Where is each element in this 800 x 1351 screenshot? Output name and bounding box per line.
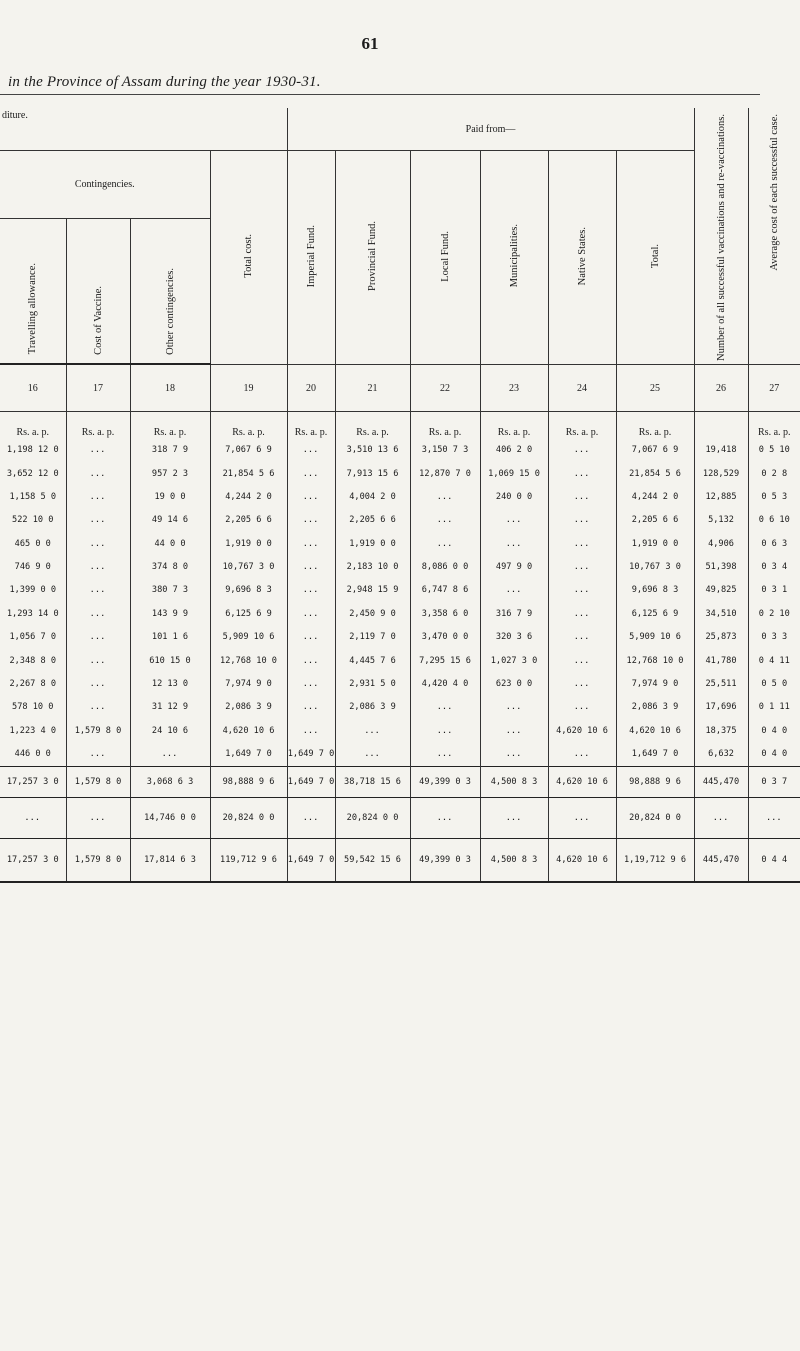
table-cell: 7,295 15 6 <box>410 649 480 672</box>
table-row <box>0 602 800 625</box>
table-cell: 316 7 9 <box>480 602 548 625</box>
table-cell: 1,919 0 0 <box>210 532 287 555</box>
table-row <box>0 579 800 602</box>
table-cell: 2,086 3 9 <box>616 696 694 719</box>
table-cell: 41,780 <box>694 649 748 672</box>
table-cell: ... <box>66 649 130 672</box>
table-cell: 0 2 8 <box>761 468 788 479</box>
table-cell: 4,500 8 3 <box>480 838 548 882</box>
table-cell: ... <box>548 797 616 838</box>
table-cell: 1,579 8 0 <box>66 766 130 797</box>
table-cell: 2,267 8 0 <box>0 672 66 695</box>
table-cell: 4,500 8 3 <box>480 766 548 797</box>
header-total-cost: Total cost. <box>210 151 287 365</box>
table-cell: 0 5 3 <box>761 491 788 502</box>
table-cell: ... <box>548 485 616 508</box>
table-cell: 1,027 3 0 <box>480 649 548 672</box>
table-cell: 9,696 8 3 <box>616 579 694 602</box>
table-cell: 2,183 10 0 <box>335 555 410 578</box>
table-cell: ... <box>66 579 130 602</box>
table-cell: ... <box>287 649 335 672</box>
table-cell: 320 3 6 <box>480 626 548 649</box>
table-cell: 0 4 4 <box>748 838 800 882</box>
table-cell: 578 10 0 <box>0 696 66 719</box>
table-row <box>0 462 800 485</box>
table-row <box>0 485 800 508</box>
table-cell: ... <box>287 532 335 555</box>
table-cell: 17,696 <box>694 696 748 719</box>
table-cell: 143 9 9 <box>130 602 210 625</box>
table-cell: 2,931 5 0 <box>335 672 410 695</box>
table-cell: ... <box>287 485 335 508</box>
table-cell: 1,649 7 0 <box>287 743 335 767</box>
table-cell: 522 10 0 <box>0 509 66 532</box>
table-cell: 1,919 0 0 <box>616 532 694 555</box>
table-cell: ... <box>480 797 548 838</box>
table-row <box>0 438 800 461</box>
header-paid-from: Paid from— <box>287 108 694 151</box>
table-cell: 24 <box>548 364 616 412</box>
table-cell: 2,086 3 9 <box>335 696 410 719</box>
table-cell: 12 13 0 <box>130 672 210 695</box>
header-travelling-allowance: Travelling allowance. <box>0 219 66 365</box>
table-cell: 20,824 0 0 <box>616 797 694 838</box>
table-cell: 0 4 11 <box>758 655 790 666</box>
table-cell: 2,348 8 0 <box>0 649 66 672</box>
table-cell: ... <box>548 532 616 555</box>
table-cell: 26 <box>694 364 748 412</box>
table-cell: 1,579 8 0 <box>66 719 130 742</box>
table-cell: ... <box>548 438 616 461</box>
table-cell: 21,854 5 6 <box>210 462 287 485</box>
table-cell: 4,620 10 6 <box>210 719 287 742</box>
table-cell: 24 10 6 <box>130 719 210 742</box>
table-cell: 0 3 4 <box>761 562 788 573</box>
table-cell: 6,747 8 6 <box>410 579 480 602</box>
table-cell: ... <box>287 672 335 695</box>
table-cell: 2,205 6 6 <box>210 509 287 532</box>
table-cell: ... <box>335 719 410 742</box>
table-cell: ... <box>287 555 335 578</box>
table-cell: ... <box>410 532 480 555</box>
table-cell: 380 7 3 <box>130 579 210 602</box>
table-cell: ... <box>548 743 616 767</box>
units-row <box>0 412 800 439</box>
table-cell: 2,086 3 9 <box>210 696 287 719</box>
table-cell: 10,767 3 0 <box>616 555 694 578</box>
table-cell: 7,974 9 0 <box>616 672 694 695</box>
table-cell: 1,399 0 0 <box>0 579 66 602</box>
table-cell: 6,125 6 9 <box>616 602 694 625</box>
table-cell: 17,257 3 0 <box>0 838 66 882</box>
table-cell: ... <box>480 743 548 767</box>
table-cell: 3,150 7 3 <box>410 438 480 461</box>
table-cell: 3,510 13 6 <box>335 438 410 461</box>
table-cell: 4,420 4 0 <box>410 672 480 695</box>
table-cell: 4,906 <box>694 532 748 555</box>
table-cell: 0 3 3 <box>761 632 788 643</box>
table-cell: Rs. a. p. <box>287 412 335 439</box>
table-cell: 31 12 9 <box>130 696 210 719</box>
table-cell: 19,418 <box>694 438 748 461</box>
table-cell: ... <box>548 509 616 532</box>
table-cell: Rs. a. p. <box>480 412 548 439</box>
table-cell: 0 6 10 <box>758 515 790 526</box>
table-cell: 7,974 9 0 <box>210 672 287 695</box>
table-cell: 19 0 0 <box>130 485 210 508</box>
table-cell: 8,086 0 0 <box>410 555 480 578</box>
table-cell: 19 <box>210 364 287 412</box>
table-cell: ... <box>66 555 130 578</box>
table-cell: ... <box>130 743 210 767</box>
table-cell: 21 <box>335 364 410 412</box>
table-cell: 44 0 0 <box>130 532 210 555</box>
table-cell: 5,132 <box>694 509 748 532</box>
table-cell: 17,257 3 0 <box>0 766 66 797</box>
table-cell: 49,399 0 3 <box>410 766 480 797</box>
table-cell: 465 0 0 <box>0 532 66 555</box>
table-row <box>0 743 800 767</box>
table-cell: 1,223 4 0 <box>0 719 66 742</box>
table-cell: 1,649 7 0 <box>616 743 694 767</box>
table-row <box>0 649 800 672</box>
table-row <box>0 555 800 578</box>
table-cell: 98,888 9 6 <box>210 766 287 797</box>
table-cell: 7,913 15 6 <box>335 462 410 485</box>
table-cell: ... <box>66 462 130 485</box>
table-cell: 23 <box>480 364 548 412</box>
table-cell: 18 <box>130 364 210 412</box>
table-cell: 7,067 6 9 <box>616 438 694 461</box>
table-cell: 4,620 10 6 <box>548 766 616 797</box>
table-cell: 4,244 2 0 <box>210 485 287 508</box>
table-cell: 7,067 6 9 <box>210 438 287 461</box>
table-cell: 445,470 <box>694 838 748 882</box>
table-cell: 0 4 0 <box>761 749 788 760</box>
table-cell: Rs. a. p. <box>130 412 210 439</box>
table-cell: 49,399 0 3 <box>410 838 480 882</box>
table-cell: 4,620 10 6 <box>548 719 616 742</box>
table-cell: 4,445 7 6 <box>335 649 410 672</box>
table-cell: 51,398 <box>694 555 748 578</box>
table-cell: 3,068 6 3 <box>130 766 210 797</box>
header-other-contingencies: Other contingencies. <box>130 219 210 365</box>
table-cell: 14,746 0 0 <box>130 797 210 838</box>
table-cell: ... <box>548 696 616 719</box>
table-cell: 1,649 7 0 <box>287 766 335 797</box>
table-cell: ... <box>287 438 335 461</box>
table-cell: 128,529 <box>694 462 748 485</box>
table-cell: 446 0 0 <box>0 743 66 767</box>
table-cell: ... <box>548 555 616 578</box>
table-cell: 1,919 0 0 <box>335 532 410 555</box>
table-cell: ... <box>287 797 335 838</box>
table-cell: 21,854 5 6 <box>616 462 694 485</box>
table-cell: 4,244 2 0 <box>616 485 694 508</box>
table-cell: 2,948 15 9 <box>335 579 410 602</box>
table-cell: 20,824 0 0 <box>335 797 410 838</box>
top-rule <box>0 94 760 95</box>
header-native-states: Native States. <box>548 151 616 365</box>
table-row <box>0 696 800 719</box>
table-cell: ... <box>287 696 335 719</box>
table-cell: ... <box>287 462 335 485</box>
table-cell: ... <box>410 696 480 719</box>
table-cell: 12,885 <box>694 485 748 508</box>
table-cell: 12,768 10 0 <box>210 649 287 672</box>
table-cell: 497 9 0 <box>480 555 548 578</box>
table-cell: ... <box>548 672 616 695</box>
table-cell: 318 7 9 <box>130 438 210 461</box>
table-cell: 3,358 6 0 <box>410 602 480 625</box>
table-cell: ... <box>548 626 616 649</box>
table-cell: Rs. a. p. <box>0 412 66 439</box>
header-contingencies: Contingencies. <box>0 151 210 219</box>
table-cell: 17 <box>66 364 130 412</box>
table-cell: ... <box>410 719 480 742</box>
table-cell: ... <box>66 509 130 532</box>
table-cell: ... <box>66 672 130 695</box>
table-cell: ... <box>548 462 616 485</box>
table-cell: ... <box>410 509 480 532</box>
table-cell: 1,158 5 0 <box>0 485 66 508</box>
header-local-fund: Local Fund. <box>410 151 480 365</box>
table-cell: ... <box>335 743 410 767</box>
table-cell: ... <box>0 797 66 838</box>
table-cell: ... <box>66 485 130 508</box>
table-cell: 406 2 0 <box>480 438 548 461</box>
table-cell: 101 1 6 <box>130 626 210 649</box>
table-cell: 10,767 3 0 <box>210 555 287 578</box>
table-cell: ... <box>480 719 548 742</box>
table-cell: 1,19,712 9 6 <box>616 838 694 882</box>
table-cell: Rs. a. p. <box>210 412 287 439</box>
table-cell: ... <box>66 696 130 719</box>
table-row <box>0 719 800 742</box>
table-cell <box>694 412 748 439</box>
table-cell: ... <box>410 797 480 838</box>
header-number-vaccinations: Number of all successful vaccinations and re-vaccinations. <box>694 108 748 364</box>
table-row <box>0 672 800 695</box>
table-cell: 98,888 9 6 <box>616 766 694 797</box>
table-cell: 4,620 10 6 <box>548 838 616 882</box>
table-cell: 16 <box>0 364 66 412</box>
table-cell: 6,125 6 9 <box>210 602 287 625</box>
table-cell: ... <box>410 485 480 508</box>
table-cell: 9,696 8 3 <box>210 579 287 602</box>
header-provincial-fund: Provincial Fund. <box>335 151 410 365</box>
table-cell: 17,814 6 3 <box>130 838 210 882</box>
table-cell: 0 3 1 <box>761 585 788 596</box>
table-cell: 1,649 7 0 <box>287 838 335 882</box>
page-number: 61 <box>361 34 379 53</box>
table-cell: ... <box>66 438 130 461</box>
table-cell: 1,293 14 0 <box>0 602 66 625</box>
table-cell: 0 4 0 <box>761 725 788 736</box>
table-cell: 25,873 <box>694 626 748 649</box>
table-cell: Rs. a. p. <box>66 412 130 439</box>
header-total: Total. <box>616 151 694 365</box>
table-cell: 20 <box>287 364 335 412</box>
table-cell: 5,909 10 6 <box>616 626 694 649</box>
table-cell: 49 14 6 <box>130 509 210 532</box>
table-cell: 957 2 3 <box>130 462 210 485</box>
table-cell: 0 1 11 <box>758 702 790 713</box>
table-cell: Rs. a. p. <box>616 412 694 439</box>
table-cell: ... <box>66 797 130 838</box>
table-cell: ... <box>66 743 130 767</box>
table-cell: 0 6 3 <box>761 538 788 549</box>
table-cell: ... <box>694 797 748 838</box>
table-cell: 20,824 0 0 <box>210 797 287 838</box>
table-cell: 3,470 0 0 <box>410 626 480 649</box>
table-cell: ... <box>748 797 800 838</box>
header-imperial-fund: Imperial Fund. <box>287 151 335 365</box>
table-cell: 445,470 <box>694 766 748 797</box>
grand-total-row <box>0 838 800 882</box>
table-cell: 623 0 0 <box>480 672 548 695</box>
table-cell: 4,620 10 6 <box>616 719 694 742</box>
header-average-cost: Average cost of each successful case. <box>748 108 800 364</box>
table-cell: 0 5 10 <box>758 445 790 456</box>
table-cell: ... <box>548 649 616 672</box>
table-cell: 2,205 6 6 <box>335 509 410 532</box>
table-cell: 59,542 15 6 <box>335 838 410 882</box>
table-cell: ... <box>480 696 548 719</box>
table-cell: Rs. a. p. <box>335 412 410 439</box>
table-cell: 1,649 7 0 <box>210 743 287 767</box>
table-cell: 374 8 0 <box>130 555 210 578</box>
table-cell: ... <box>410 743 480 767</box>
table-cell: 12,870 7 0 <box>410 462 480 485</box>
table-cell: ... <box>66 602 130 625</box>
table-cell: Rs. a. p. <box>758 427 791 439</box>
table-cell: ... <box>480 532 548 555</box>
table-cell: 5,909 10 6 <box>210 626 287 649</box>
column-number-row <box>0 364 800 412</box>
table-cell: 49,825 <box>694 579 748 602</box>
table-cell: Rs. a. p. <box>548 412 616 439</box>
table-cell: 1,198 12 0 <box>0 438 66 461</box>
total-row <box>0 766 800 797</box>
table-cell: 25,511 <box>694 672 748 695</box>
table-cell: 38,718 15 6 <box>335 766 410 797</box>
header-expenditure: diture. <box>0 108 287 151</box>
expenditure-table <box>0 108 800 883</box>
table-cell: ... <box>66 626 130 649</box>
table-cell: 3,652 12 0 <box>0 462 66 485</box>
table-cell: 119,712 9 6 <box>210 838 287 882</box>
header-municipalities: Municipalities. <box>480 151 548 365</box>
table-cell: ... <box>287 626 335 649</box>
table-cell: 240 0 0 <box>480 485 548 508</box>
table-row <box>0 509 800 532</box>
header-cost-of-vaccine: Cost of Vaccine. <box>66 219 130 365</box>
table-cell: ... <box>480 579 548 602</box>
extra-row <box>0 797 800 838</box>
page-caption: in the Province of Assam during the year 1930-31. <box>8 74 321 90</box>
table-row <box>0 532 800 555</box>
table-cell: 4,004 2 0 <box>335 485 410 508</box>
table-cell: 2,205 6 6 <box>616 509 694 532</box>
table-cell: ... <box>66 532 130 555</box>
table-cell: 34,510 <box>694 602 748 625</box>
table-cell: 27 <box>748 364 800 412</box>
table-cell: 2,119 7 0 <box>335 626 410 649</box>
table-cell: 6,632 <box>694 743 748 767</box>
table-cell: ... <box>287 719 335 742</box>
table-cell: 1,069 15 0 <box>480 462 548 485</box>
table-cell: 12,768 10 0 <box>616 649 694 672</box>
table-cell: 2,450 9 0 <box>335 602 410 625</box>
table-row <box>0 626 800 649</box>
table-cell: ... <box>287 602 335 625</box>
table-cell: 0 5 0 <box>761 679 788 690</box>
table-cell: 0 2 10 <box>758 608 790 619</box>
table-cell: ... <box>480 509 548 532</box>
table-cell: ... <box>287 579 335 602</box>
table-cell: 1,579 8 0 <box>66 838 130 882</box>
table-cell: ... <box>548 579 616 602</box>
table-cell: Rs. a. p. <box>410 412 480 439</box>
table-cell: 0 3 7 <box>748 766 800 797</box>
table-cell: 746 9 0 <box>0 555 66 578</box>
table-cell: 22 <box>410 364 480 412</box>
table-cell: ... <box>287 509 335 532</box>
table-cell: 1,056 7 0 <box>0 626 66 649</box>
table-cell: 610 15 0 <box>130 649 210 672</box>
table-cell: 25 <box>616 364 694 412</box>
table-cell: 18,375 <box>694 719 748 742</box>
table-cell: ... <box>548 602 616 625</box>
